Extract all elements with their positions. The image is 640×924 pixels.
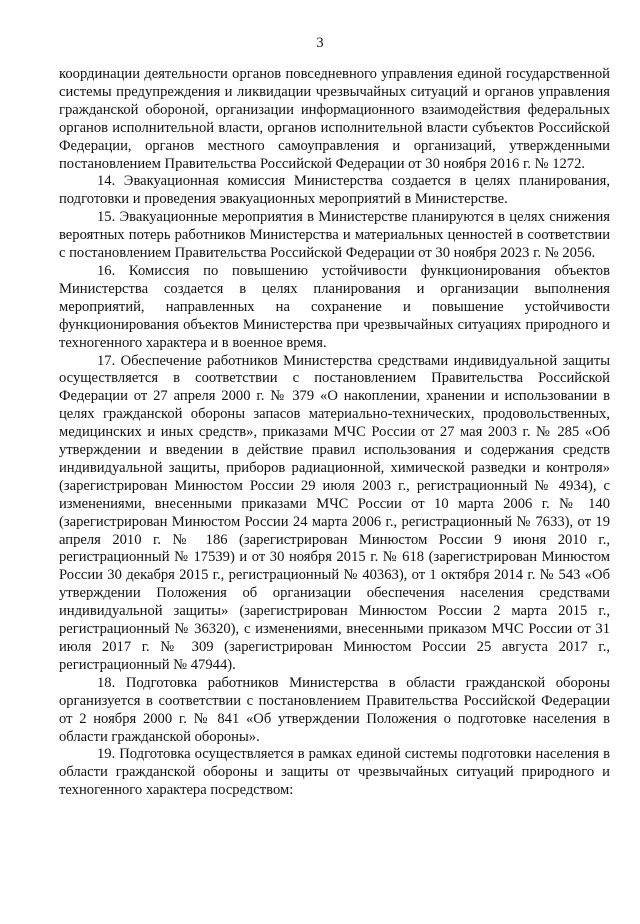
paragraph-19-training-system: 19. Подготовка осуществляется в рамках единой системы подготовки населения в области гражданской обороны и защиты от чрезвычайных ситуаций природного и техногенного характера посредством: xyxy=(59,746,610,799)
paragraph-14-evacuation-commission: 14. Эвакуационная комиссия Министерства создается в целях планирования, подготовки и проведения эвакуационных мероприятий в Министерстве. xyxy=(59,173,610,208)
paragraph-17-protective-equipment: 17. Обеспечение работников Министерства средствами индивидуальной защиты осуществляется в соответствии с постановлением Правительства Российской Федерации от 27 апреля 2000 г. № 379 «О накоплении, хранении и использовании в целях гражданской обороны запасов материально-технических, продовольственных, медицинских и иных средств», приказами МЧС России от 27 мая 2003 г. № 285 «Об утверждении и введении в действие правил использования и содержания средств индивидуальной защиты, приборов радиационной, химической разведки и контроля» (зарегистрирован Минюстом России 29 июля 2003 г., регистрационный № 4934), с изменениями, внесенными приказами МЧС России от 10 марта 2006 г. № 140 (зарегистрирован Минюстом России 24 марта 2006 г., регистрационный № 7633), от 19 апреля 2010 г. № 186 (зарегистрирован Минюстом России 9 июня 2010 г., регистрационный № 17539) и от 30 ноября 2015 г. № 618 (зарегистрирован Минюстом России 30 декабря 2015 г., регистрационный № 40363), от 1 октября 2014 г. № 543 «Об утверждении Положения об организации обеспечения населения средствами индивидуальной защиты» (зарегистрирован Минюстом России 2 марта 2015 г., регистрационный № 36320), с изменениями, внесенными приказом МЧС России от 31 июля 2017 г. № 309 (зарегистрирован Минюстом России 25 августа 2017 г., регистрационный № 47944). xyxy=(59,352,610,673)
paragraph-continuation: координации деятельности органов повседневного управления единой государственной системы предупреждения и ликвидации чрезвычайных ситуаций и органов управления гражданской обороной, организации информационного взаимодействия федеральных органов исполнительной власти, органов исполнительной власти субъектов Российской Федерации, органов местного самоуправления и организаций, утвержденными постановлением Правительства Российской Федерации от 30 ноября 2016 г. № 1272. xyxy=(59,66,610,172)
paragraph-18-civil-defense-training: 18. Подготовка работников Министерства в области гражданской обороны организуется в соответствии с постановлением Правительства Российской Федерации от 2 ноября 2000 г. № 841 «Об утверждении Положения о подготовке населения в области гражданской обороны». xyxy=(59,674,610,745)
paragraph-16-stability-commission: 16. Комиссия по повышению устойчивости функционирования объектов Министерства создается в целях планирования и организации выполнения мероприятий, направленных на сохранение и повышение устойчивости функционирования объектов Министерства при чрезвычайных ситуациях природного и техногенного характера и в военное время. xyxy=(59,262,610,351)
document-body xyxy=(59,66,610,800)
paragraph-15-evacuation-measures: 15. Эвакуационные мероприятия в Министерстве планируются в целях снижения вероятных потерь работников Министерства и материальных ценностей в соответствии с постановлением Правительства Российской Федерации от 30 ноября 2023 г. № 2056. xyxy=(59,209,610,262)
page-number: 3 xyxy=(316,35,324,51)
